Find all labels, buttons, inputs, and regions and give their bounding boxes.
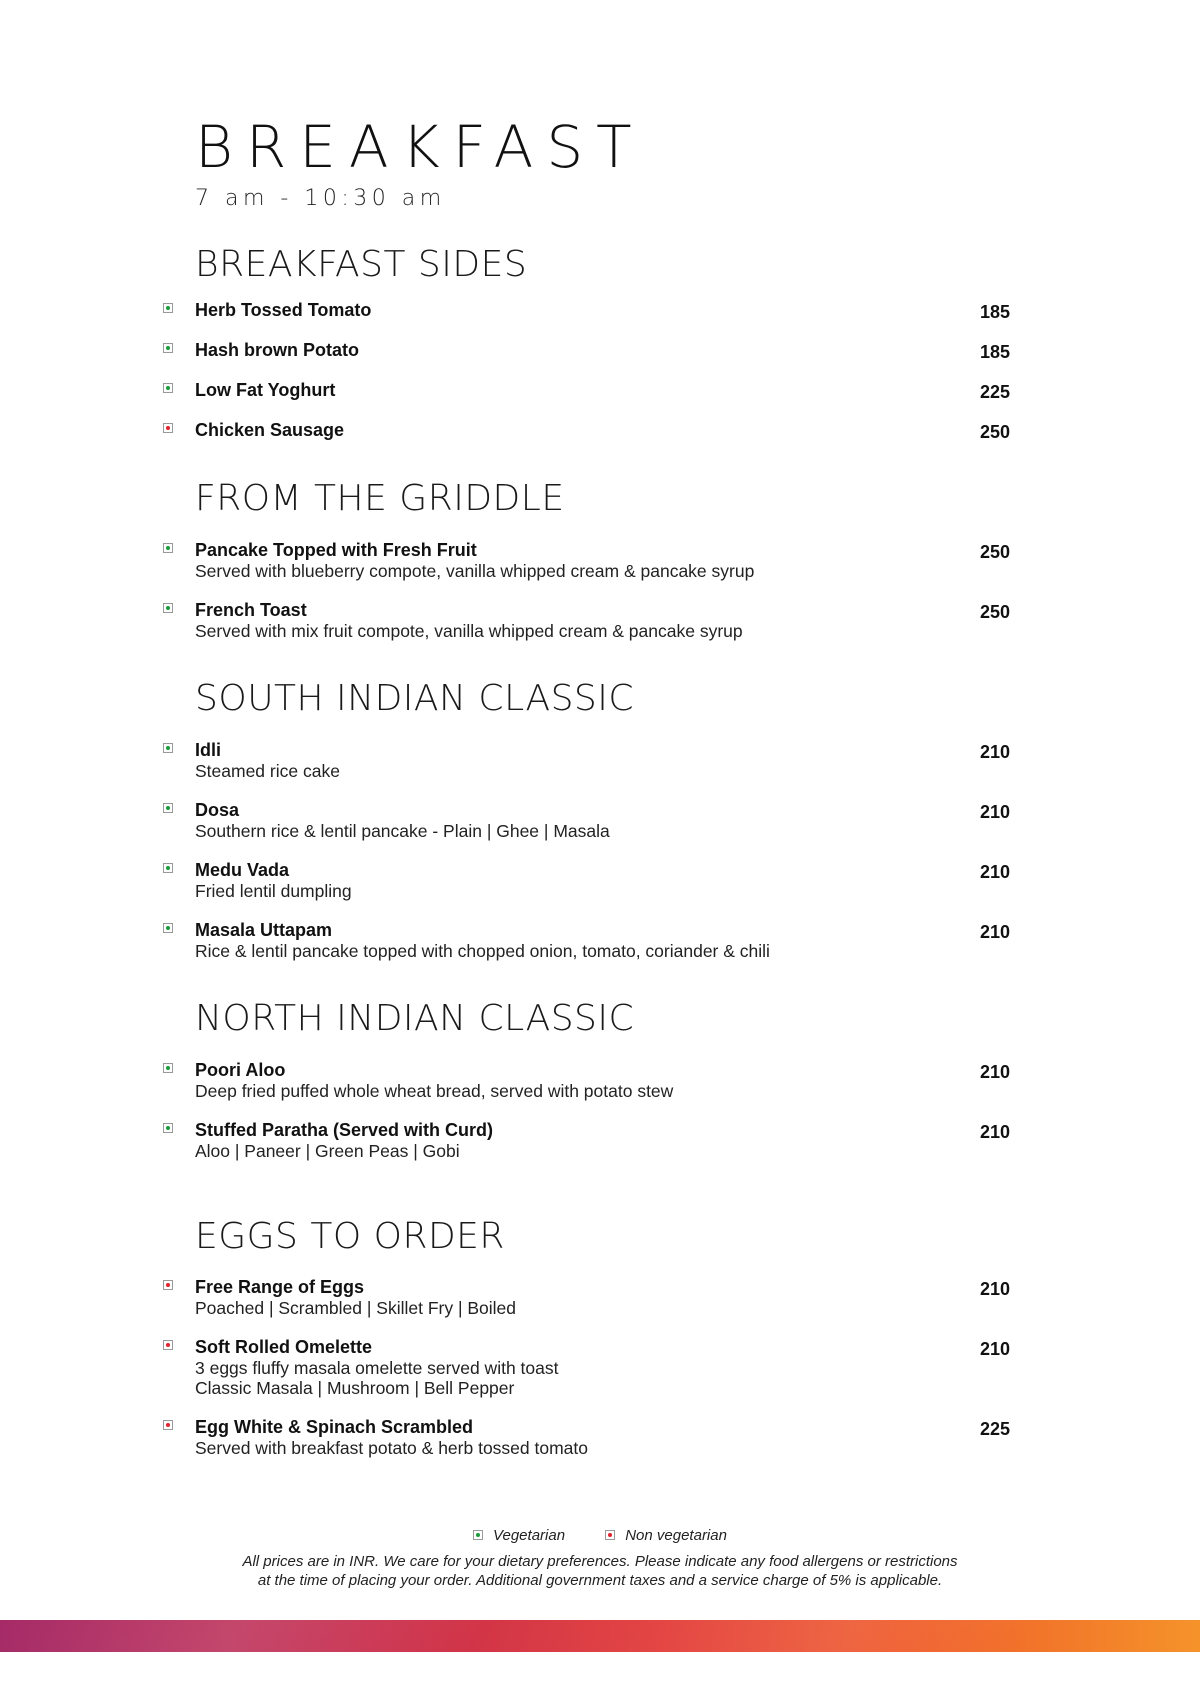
item-price: 250 <box>979 422 1010 442</box>
item-name: Chicken Sausage <box>195 420 345 440</box>
item-name: Free Range of Eggs <box>195 1277 365 1297</box>
item-description: Poached | Scrambled | Skillet Fry | Boiled <box>195 1298 516 1318</box>
veg-icon <box>163 383 173 393</box>
legend-non-vegetarian <box>605 1527 727 1544</box>
item-name: Low Fat Yoghurt <box>195 380 336 400</box>
item-price: 225 <box>979 1419 1010 1439</box>
non-veg-icon <box>605 1530 615 1540</box>
veg-icon <box>163 543 173 553</box>
item-name: Poori Aloo <box>195 1060 286 1080</box>
item-price: 225 <box>979 382 1010 402</box>
diet-legend <box>0 1527 1200 1544</box>
footer-gradient-band <box>0 1620 1200 1652</box>
item-price: 210 <box>979 922 1010 942</box>
item-description: Fried lentil dumpling <box>195 881 352 901</box>
item-description: Served with breakfast potato & herb tossed tomato <box>195 1438 588 1458</box>
item-description: Steamed rice cake <box>195 761 340 781</box>
serving-hours: 7 am - 10:30 am <box>195 186 446 211</box>
veg-icon <box>163 603 173 613</box>
veg-icon <box>163 743 173 753</box>
item-price: 185 <box>979 342 1010 362</box>
item-name: French Toast <box>195 600 307 620</box>
item-description: Aloo | Paneer | Green Peas | Gobi <box>195 1141 460 1161</box>
section-title-south-indian-classic: SOUTH INDIAN CLASSIC <box>195 678 635 719</box>
item-name: Masala Uttapam <box>195 920 333 940</box>
section-title-from-the-griddle: FROM THE GRIDDLE <box>195 478 565 519</box>
item-name: Medu Vada <box>195 860 290 880</box>
item-name: Pancake Topped with Fresh Fruit <box>195 540 477 560</box>
item-name: Egg White & Spinach Scrambled <box>195 1417 474 1437</box>
veg-icon <box>163 863 173 873</box>
item-description: Deep fried puffed whole wheat bread, served with potato stew <box>195 1081 674 1101</box>
menu-header <box>195 113 645 211</box>
veg-icon <box>163 303 173 313</box>
item-price: 210 <box>979 802 1010 822</box>
item-price: 250 <box>979 542 1010 562</box>
legend-veg-label: Vegetarian <box>493 1527 566 1544</box>
item-description: 3 eggs fluffy masala omelette served with toast <box>195 1358 559 1378</box>
item-options: Classic Masala | Mushroom | Bell Pepper <box>195 1378 515 1398</box>
non-veg-icon <box>163 1340 173 1350</box>
item-name: Idli <box>195 740 221 760</box>
item-price: 210 <box>979 1122 1010 1142</box>
veg-icon <box>163 803 173 813</box>
item-description: Served with mix fruit compote, vanilla whipped cream & pancake syrup <box>195 621 743 641</box>
page-title: BREAKFAST <box>195 113 645 181</box>
veg-icon <box>163 1063 173 1073</box>
item-name: Soft Rolled Omelette <box>195 1337 373 1357</box>
veg-icon <box>473 1530 483 1540</box>
item-price: 185 <box>979 302 1010 322</box>
veg-icon <box>163 923 173 933</box>
item-price: 210 <box>979 1279 1010 1299</box>
item-description: Rice & lentil pancake topped with chopped onion, tomato, coriander & chili <box>195 941 770 961</box>
veg-icon <box>163 343 173 353</box>
price-footnote <box>0 1552 1200 1590</box>
section-title-breakfast-sides: BREAKFAST SIDES <box>195 244 528 285</box>
item-description: Served with blueberry compote, vanilla whipped cream & pancake syrup <box>195 561 755 581</box>
item-name: Dosa <box>195 800 240 820</box>
item-price: 210 <box>979 1062 1010 1082</box>
item-price: 210 <box>979 742 1010 762</box>
item-price: 210 <box>979 862 1010 882</box>
footnote-line: at the time of placing your order. Additional government taxes and a service charge of 5% is applicable. <box>257 1572 943 1589</box>
item-description: Southern rice & lentil pancake - Plain | Ghee | Masala <box>195 821 610 841</box>
section-title-north-indian-classic: NORTH INDIAN CLASSIC <box>195 998 635 1039</box>
footnote-line: All prices are in INR. We care for your dietary preferences. Please indicate any food allergens or restrictions <box>242 1553 958 1570</box>
legend-nonveg-label: Non vegetarian <box>625 1527 727 1544</box>
item-name: Herb Tossed Tomato <box>195 300 372 320</box>
legend-vegetarian <box>473 1527 565 1544</box>
item-name: Stuffed Paratha (Served with Curd) <box>195 1120 494 1140</box>
veg-icon <box>163 1123 173 1133</box>
non-veg-icon <box>163 1420 173 1430</box>
non-veg-icon <box>163 1280 173 1290</box>
non-veg-icon <box>163 423 173 433</box>
item-name: Hash brown Potato <box>195 340 360 360</box>
section-title-eggs-to-order: EGGS TO ORDER <box>195 1216 505 1257</box>
item-price: 210 <box>979 1339 1010 1359</box>
item-price: 250 <box>979 602 1010 622</box>
